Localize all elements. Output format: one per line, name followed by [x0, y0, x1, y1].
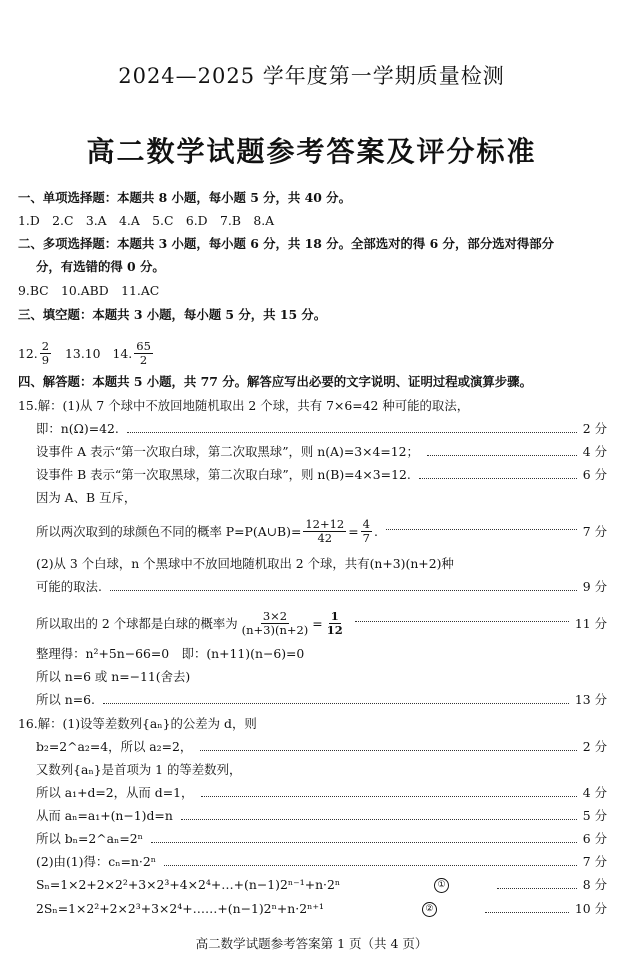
section2-answers: 9.BC 10.ABD 11.AC — [18, 283, 160, 298]
dot-leader — [181, 819, 577, 820]
section4-heading: 四、解答题：本题共 5 小题，共 77 分。解答应写出必要的文字说明、证明过程或演算步骤。 — [18, 374, 532, 389]
q15-line9 — [36, 610, 607, 637]
q15-line9-text: 所以取出的 2 个球都是白球的概率为 — [36, 615, 238, 631]
q16-line8 — [36, 877, 607, 893]
dot-leader — [201, 796, 576, 797]
q15-line1: 15.解：(1)从 7 个球中不放回地随机取出 2 个球，共有 7×6=42 种可能的取法， — [18, 398, 470, 413]
section1-heading: 一、单项选择题：本题共 8 小题，每小题 5 分，共 40 分。 — [18, 190, 351, 205]
score-mark: 6 分 — [582, 831, 607, 846]
q15-line6-text: 所以两次取到的球颜色不同的概率 P=P(A∪B)= — [36, 523, 302, 539]
q15-line3 — [36, 444, 607, 460]
q14-fraction — [134, 340, 153, 367]
q16-line9 — [36, 901, 607, 917]
q15-line4-text: 设事件 B 表示“第一次取黑球，第二次取白球”，则 n(B)=4×3=12. — [36, 467, 411, 482]
score-mark: 10 分 — [574, 901, 607, 916]
dot-leader — [355, 621, 569, 622]
denominator: 7 — [362, 531, 370, 545]
section2-heading-line1: 二、多项选择题：本题共 3 小题，每小题 6 分，共 18 分。全部选对的得 6 分，部分选对得部分 — [18, 236, 555, 251]
q16-line7-text: (2)由(1)得：cₙ=n·2ⁿ — [36, 854, 157, 869]
q16-line2-text: b₂=2^a₂=4，所以 a₂=2， — [36, 739, 193, 754]
q16-line5 — [36, 808, 607, 824]
score-mark: 7 分 — [582, 854, 607, 869]
dot-leader — [386, 529, 577, 530]
equals-sign: = — [348, 523, 359, 539]
score-mark: 13 分 — [574, 692, 607, 707]
q15-line4 — [36, 467, 607, 483]
q16-line6-text: 所以 bₙ=2^aₙ=2ⁿ — [36, 831, 144, 846]
section1-answers: 1.D 2.C 3.A 4.A 5.C 6.D 7.B 8.A — [18, 213, 275, 228]
q12-label: 12. — [18, 345, 38, 361]
dot-leader — [103, 703, 569, 704]
q15-line5: 因为 A、B 互斥， — [36, 490, 137, 505]
section2-heading-line2: 分，有选错的得 0 分。 — [36, 259, 165, 274]
q15-line8-text: 可能的取法. — [36, 579, 102, 594]
q12-denominator: 9 — [41, 353, 50, 367]
score-mark: 9 分 — [582, 579, 607, 594]
numerator: 4 — [362, 517, 370, 531]
score-mark: 7 分 — [582, 523, 607, 539]
dot-leader — [151, 842, 577, 843]
q16-line7 — [36, 854, 607, 870]
q13-answer: 13.10 — [65, 345, 101, 361]
dot-leader — [427, 455, 577, 456]
q16-line9-text: 2Sₙ=1×2²+2×2³+3×2⁴+……+(n−1)2ⁿ+n·2ⁿ⁺¹ — [36, 901, 324, 916]
q14-denominator: 2 — [139, 353, 148, 367]
q15-line2-text: 即：n(Ω)=42. — [36, 421, 119, 436]
equals-sign: = — [312, 615, 323, 631]
dot-leader — [164, 865, 577, 866]
dot-leader — [110, 590, 577, 591]
q15-line6 — [36, 518, 607, 545]
q12-numerator: 2 — [41, 339, 50, 353]
dot-leader — [485, 912, 569, 913]
q15-line11: 所以 n=6 或 n=−11(舍去) — [36, 669, 191, 684]
q15-fraction-b — [361, 518, 372, 545]
score-mark: 4 分 — [582, 785, 607, 800]
page-footer: 高二数学试题参考答案第 1 页（共 4 页） — [195, 936, 428, 951]
q15-line10: 整理得：n²+5n−66=0 即：(n+11)(n−6)=0 — [36, 646, 305, 661]
section3-heading: 三、填空题：本题共 3 小题，每小题 5 分，共 15 分。 — [18, 307, 327, 322]
q16-line3: 又数列{aₙ}是首项为 1 的等差数列， — [36, 762, 242, 777]
dot-leader — [200, 750, 576, 751]
score-mark: 11 分 — [574, 615, 607, 631]
q14-numerator: 65 — [136, 339, 151, 353]
score-mark: 6 分 — [582, 467, 607, 482]
score-mark: 5 分 — [582, 808, 607, 823]
section3-answers — [18, 340, 607, 367]
q14-label: 14. — [112, 345, 133, 361]
q15-fraction-c — [240, 610, 311, 637]
score-mark: 2 分 — [582, 739, 607, 754]
period: . — [373, 523, 378, 539]
dot-leader — [127, 432, 577, 433]
numerator: 3×2 — [262, 609, 288, 623]
q16-line4 — [36, 785, 607, 801]
denominator: (n+3)(n+2) — [241, 623, 309, 637]
q12-fraction — [40, 340, 51, 367]
q16-line5-text: 从而 aₙ=a₁+(n−1)d=n — [36, 808, 173, 823]
q15-line12-text: 所以 n=6. — [36, 692, 95, 707]
q16-line1: 16.解：(1)设等差数列{aₙ}的公差为 d，则 — [18, 716, 257, 731]
q15-fraction-d — [325, 610, 345, 637]
dot-leader — [419, 478, 577, 479]
equation-marker-1: ① — [434, 878, 449, 893]
q15-line3-text: 设事件 A 表示“第一次取白球，第二次取黑球”，则 n(A)=3×4=12； — [36, 444, 419, 459]
page-title: 高二数学试题参考答案及评分标准 — [86, 135, 537, 168]
q15-line2 — [36, 421, 607, 437]
dot-leader — [497, 888, 577, 889]
denominator: 42 — [317, 531, 333, 545]
numerator: 12+12 — [305, 517, 345, 531]
equation-marker-2: ② — [422, 902, 437, 917]
numerator: 1 — [330, 609, 339, 623]
q16-line8-text: Sₙ=1×2+2×2²+3×2³+4×2⁴+…+(n−1)2ⁿ⁻¹+n·2ⁿ — [36, 877, 341, 892]
q16-line6 — [36, 831, 607, 847]
q15-line7: (2)从 3 个白球，n 个黑球中不放回地随机取出 2 个球，共有(n+3)(n+2)种 — [36, 556, 454, 571]
score-mark: 2 分 — [582, 421, 607, 436]
q16-line2 — [36, 739, 607, 755]
q15-line8 — [36, 579, 607, 595]
q16-line4-text: 所以 a₁+d=2，从而 d=1， — [36, 785, 194, 800]
score-mark: 8 分 — [582, 877, 607, 892]
q15-line12 — [36, 692, 607, 708]
score-mark: 4 分 — [582, 444, 607, 459]
q15-fraction-a — [303, 518, 346, 545]
denominator: 12 — [326, 623, 343, 637]
exam-subtitle: 2024—2025 学年度第一学期质量检测 — [118, 64, 505, 88]
